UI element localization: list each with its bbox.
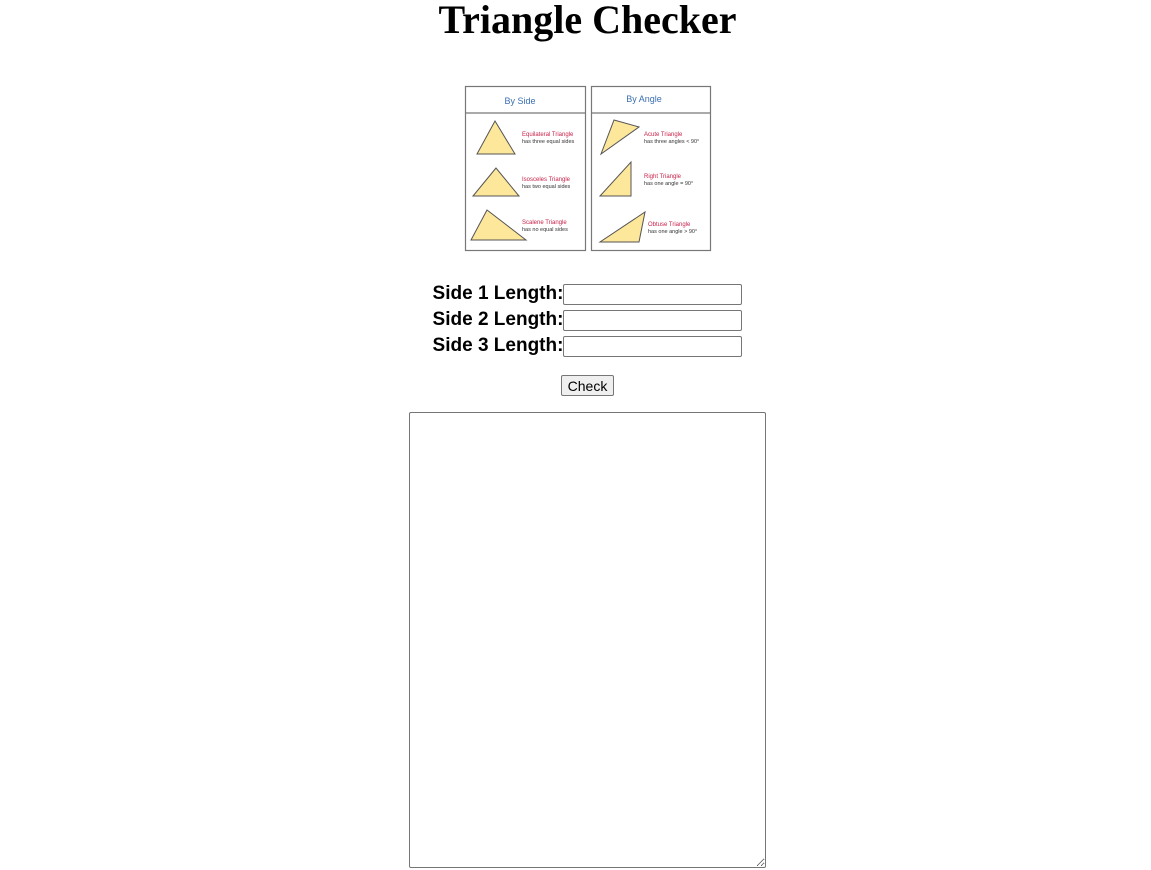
obtuse-desc: has one angle > 90°	[648, 229, 698, 235]
scalene-name: Scalene Triangle	[522, 220, 567, 226]
triangle-form	[0, 281, 1151, 359]
result-textarea[interactable]	[409, 412, 766, 868]
scalene-desc: has no equal sides	[522, 227, 568, 233]
right-desc: has one angle = 90°	[644, 181, 694, 187]
page-title: Triangle Checker	[438, 0, 737, 42]
triangle-types-image	[464, 85, 712, 252]
right-name: Right Triangle	[644, 174, 682, 180]
by-angle-heading: By Angle	[626, 94, 662, 104]
side2-input[interactable]	[563, 310, 742, 331]
by-side-heading: By Side	[504, 96, 536, 106]
equilateral-name: Equilateral Triangle	[522, 132, 574, 138]
isosceles-desc: has two equal sides	[522, 184, 571, 190]
side3-label: Side 3 Length:	[432, 335, 564, 356]
side1-input[interactable]	[563, 284, 742, 305]
isosceles-name: Isosceles Triangle	[522, 177, 571, 183]
side3-row	[0, 333, 1151, 359]
side1-label: Side 1 Length:	[432, 283, 564, 304]
obtuse-name: Obtuse Triangle	[648, 222, 691, 228]
triangle-types-figure	[464, 85, 712, 252]
side2-label: Side 2 Length:	[432, 309, 564, 330]
side2-row	[0, 307, 1151, 333]
equilateral-desc: has three equal sides	[522, 139, 575, 145]
side1-row	[0, 281, 1151, 307]
acute-name: Acute Triangle	[644, 132, 683, 138]
acute-desc: has three angles < 90°	[644, 139, 700, 145]
check-button[interactable]: Check	[561, 375, 614, 396]
side3-input[interactable]	[563, 336, 742, 357]
